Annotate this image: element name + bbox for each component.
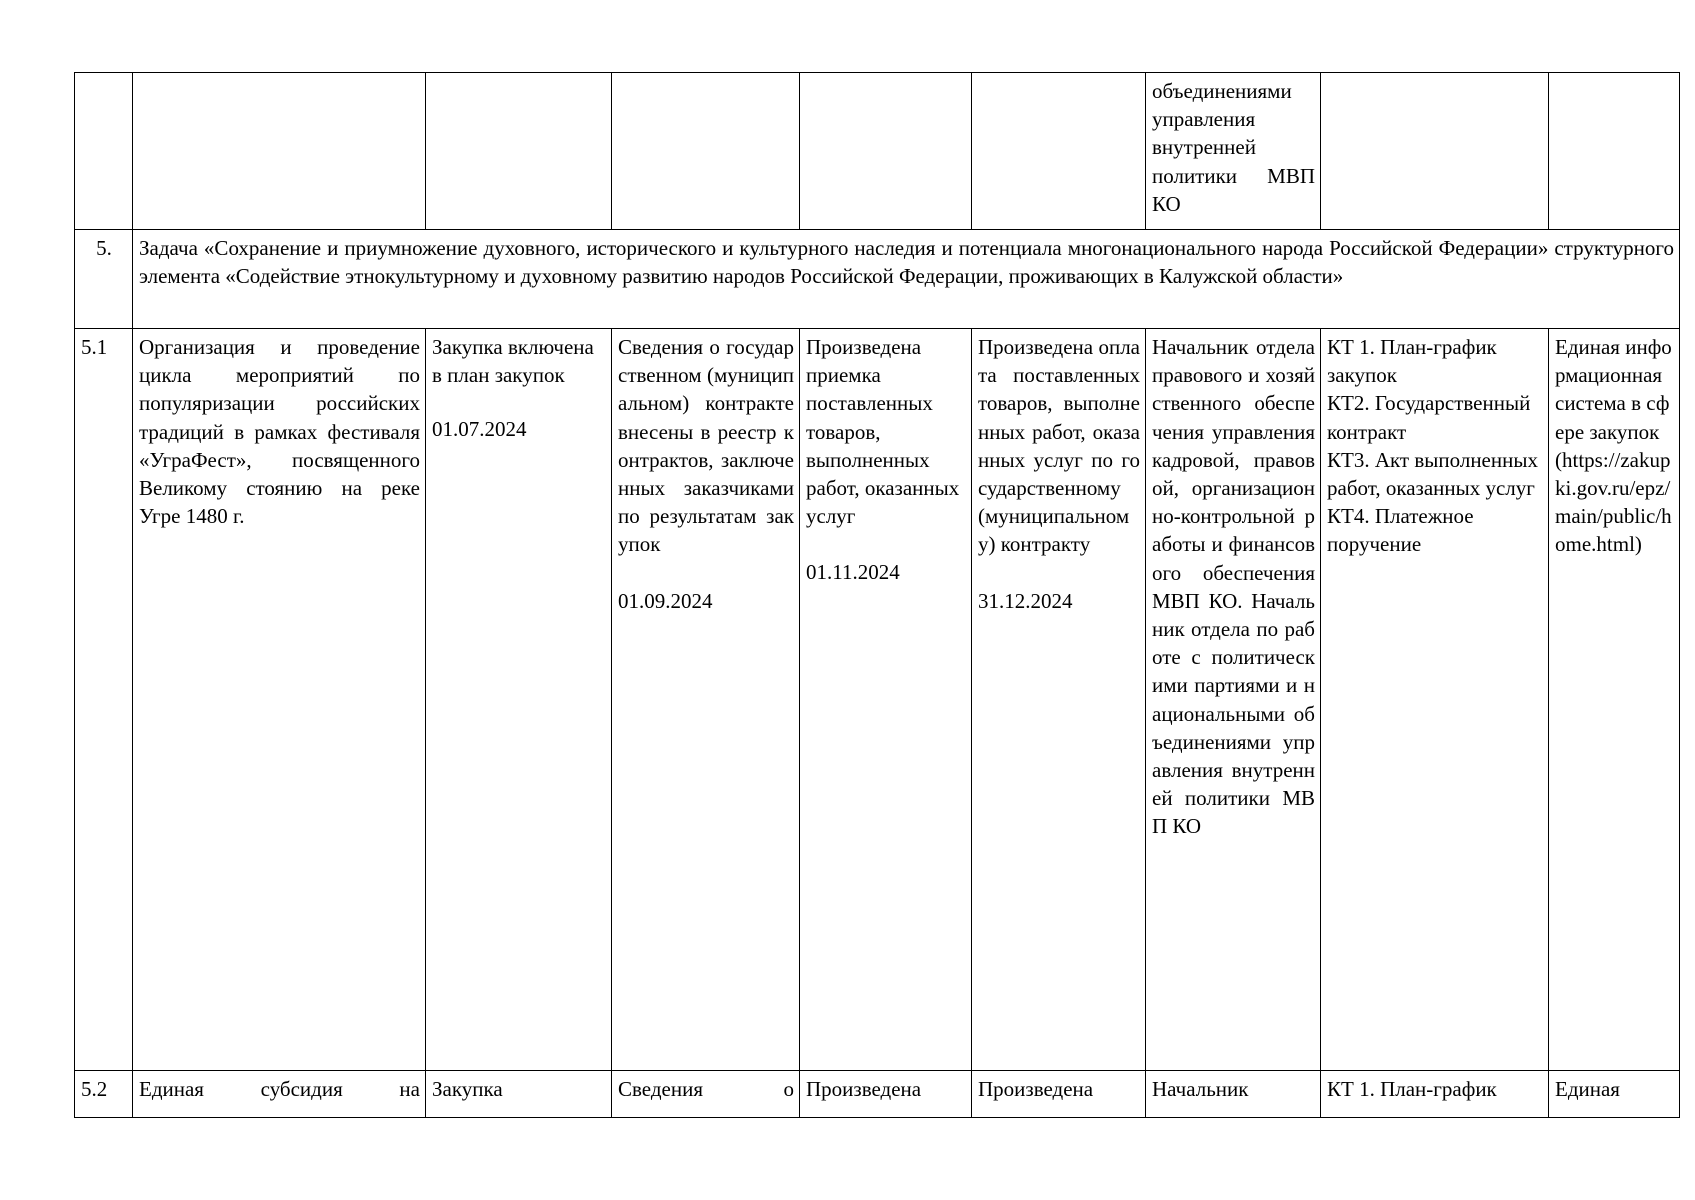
cell-number	[75, 73, 133, 230]
control-point-3	[800, 329, 972, 1071]
row-number: 5.2	[75, 1071, 133, 1118]
cell-control-point-3	[800, 73, 972, 230]
cell-control-point-2	[612, 73, 800, 230]
control-point-1-text: Закупка	[426, 1071, 612, 1118]
documents-text: КТ 1. План-график закупок КТ2. Государственный контракт КТ3. Акт выполненных работ, оказанных услуг КТ4. Платежное поручение	[1321, 329, 1549, 1071]
table-row-task	[75, 230, 1680, 329]
table-row-continuation	[75, 73, 1680, 230]
control-point-3-text: Произведена	[800, 1071, 972, 1118]
row-number: 5.1	[75, 329, 133, 1071]
information-system-text: Единая	[1549, 1071, 1680, 1118]
control-point-1-text: Закупка включена в план закупок	[432, 335, 594, 388]
table-row-5-2	[75, 1071, 1680, 1118]
plan-table	[74, 72, 1680, 1118]
control-point-1	[426, 329, 612, 1071]
control-point-4-date: 31.12.2024	[978, 588, 1073, 613]
control-point-2	[612, 329, 800, 1071]
event-text: Единая субсидия на	[133, 1071, 426, 1118]
cell-responsible: объединениями управления внутренней политики МВП КО	[1146, 73, 1321, 230]
cell-control-point-1	[426, 73, 612, 230]
responsible-text: Начальник отдела правового и хозяйственного обеспечения управления кадровой, правовой, организационно-контрольной работы и финансового обеспечения МВП КО. Начальник отдела по работе с политическими партиями и национальными объединениями управления внутренней политики МВП КО	[1146, 329, 1321, 1071]
documents-text: КТ 1. План-график	[1321, 1071, 1549, 1118]
information-system-text: Единая информационная система в сфере закупок (https://zakupki.gov.ru/epz/main/public/home.html)	[1549, 329, 1680, 1071]
cell-information-system	[1549, 73, 1680, 230]
task-text: Задача «Сохранение и приумножение духовного, исторического и культурного наследия и потенциала многонационального народа Российской Федерации» структурного элемента «Содействие этнокультурному и духовному развитию народов Российской Федерации, проживающих в Калужской области»	[133, 230, 1680, 329]
control-point-4-text: Произведена оплата поставленных товаров, выполненных работ, оказанных услуг по государственному (муниципальному) контракту	[978, 335, 1140, 557]
control-point-3-text: Произведена приемка поставленных товаров, выполненных работ, оказанных услуг	[806, 335, 960, 529]
control-point-4-text: Произведена	[972, 1071, 1146, 1118]
cell-event	[133, 73, 426, 230]
control-point-4	[972, 329, 1146, 1071]
cell-control-point-4	[972, 73, 1146, 230]
table-row-5-1	[75, 329, 1680, 1071]
control-point-2-date: 01.09.2024	[618, 588, 713, 613]
event-text: Организация и проведение цикла мероприятий по популяризации российских традиций в рамках фестиваля «УграФест», посвященного Великому стоянию на реке Угре 1480 г.	[133, 329, 426, 1071]
cell-documents	[1321, 73, 1549, 230]
control-point-3-date: 01.11.2024	[806, 560, 900, 585]
control-point-1-date: 01.07.2024	[432, 417, 527, 442]
responsible-text: Начальник	[1146, 1071, 1321, 1118]
control-point-2-text: Сведения о	[612, 1071, 800, 1118]
task-number: 5.	[75, 230, 133, 329]
control-point-2-text: Сведения о государственном (муниципальном) контракте внесены в реестр контрактов, заключенных заказчиками по результатам закупок	[618, 335, 794, 557]
